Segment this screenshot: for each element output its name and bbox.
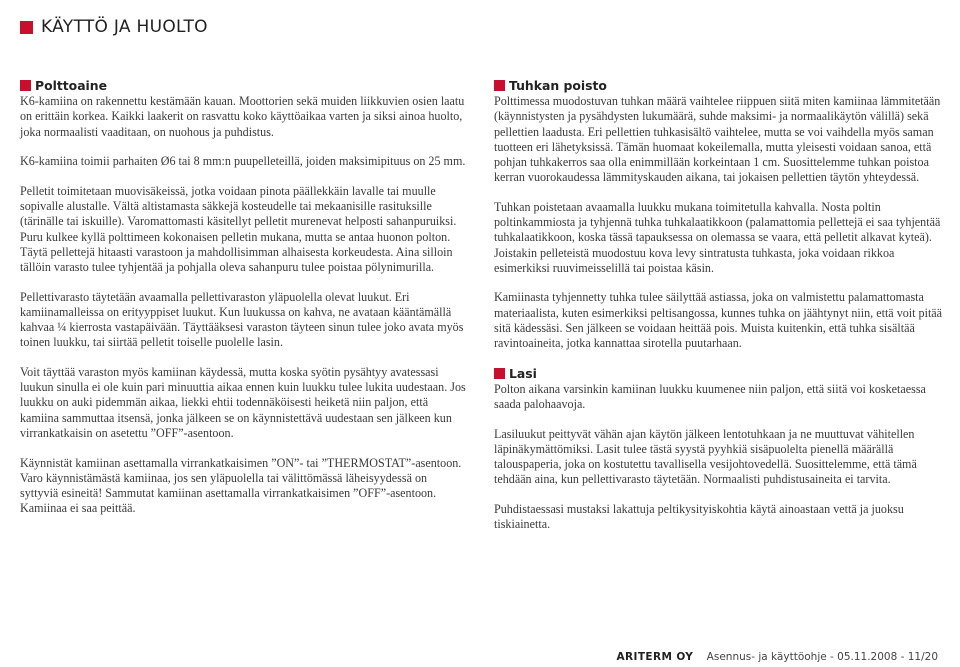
- section-title-tuhkan-poisto: Tuhkan poisto: [494, 78, 946, 93]
- page-title: KÄYTTÖ JA HUOLTO: [41, 17, 208, 37]
- paragraph: Polttimessa muodostuvan tuhkan määrä vaihtelee riippuen siitä miten kamiinaa lämmitetään (käynnistysten ja pysähdysten lukumäärä, suhde maksimi- ja normaalikäytön välillä) sekä pellettien laadusta. Eri pellettien tuhkasisältö vaihtelee, mutta se voi vaihdella myös saman tuotteen eri lähetyksissä. Tämän huomaat kokeilemalla, mutta yleisesti voidaan sanoa, että pohjan tuhkakerros saa olla enimmillään korkeintaan 1 cm. Suosittelemme tuhkan poistoa kerran vuorokaudessa lämmityskauden aikana, tai jokaisen pellettien täytön yhteydessä.: [494, 94, 941, 185]
- paragraph: Tuhkan poistetaan avaamalla luukku mukana toimitetulla kahvalla. Nosta poltin poltinkammiosta ja tyhjennä tuhka tuhkalaatikkoon (palamattomia pellettejä ei saa tyhjentää tuhkalaatikkoon, koska tässä tapauksessa on olemassa se vaara, että pelletit alkavat kyteä). Joistakin pelleteistä muodostuu kova levy sintratusta tuhkasta, joka voidaan rikkoa esimerkiksi ruuvimeisselillä tai poistaa käsin.: [494, 199, 941, 275]
- bullet-square-icon: [494, 80, 505, 91]
- bullet-square-icon: [494, 368, 505, 379]
- page-footer: [617, 651, 938, 663]
- left-column: [20, 78, 468, 531]
- paragraph: Polton aikana varsinkin kamiinan luukku kuumenee niin paljon, että siitä voi kosketaessa saada palohaavoja.: [494, 381, 926, 412]
- paragraph: K6-kamiina toimii parhaiten Ø6 tai 8 mm:n puupelleteillä, joiden maksimipituus on 25 mm.: [20, 154, 466, 169]
- paragraph: Voit täyttää varaston myös kamiinan käydessä, mutta koska syötin pysähtyy avatessasi luukun sinulla ei ole kuin pari minuuttia aikaa ennen kuin luukku tulee lukita uudestaan. Jos luukku on auki pidemmän aikaa, liekki ehtii todennäköisesti heiketä niin paljon, että kamiina sammuttaa itsensä, jonka jälkeen se on käynnistettävä uudestaan sen jälkeen kun virrankatkaisin on asetettu ”OFF”-asentoon.: [20, 365, 466, 440]
- footer-brand: ARITERM OY: [616, 651, 694, 663]
- paragraph: Puhdistaessasi mustaksi lakattuja peltikysityiskohtia käytä ainoastaan vettä ja juoksu tiskiainetta.: [494, 502, 904, 532]
- section-title-lasi: Lasi: [494, 366, 946, 381]
- paragraph: K6-kamiina on rakennettu kestämään kauan. Moottorien sekä muiden liikkuvien osien laatu on erittäin korkea. Kaikki laakerit on rasvattu koko käyttöaikaa varten ja siksi ainoa huolto, joka normaalisti vaaditaan, on nuohous ja puhdistus.: [20, 94, 465, 139]
- paragraph: Käynnistät kamiinan asettamalla virrankatkaisimen ”ON”- tai ”THERMOSTAT”-asentoon. Varo käynnistämästä kamiinaa, jos sen yläpuolella tai välittömässä läheisyydessä on syttyviä esineitä! Sammutat kamiinan asettamalla virrankatkaisimen ”OFF”-asentoon. Kamiinaa ei saa peittää.: [20, 455, 462, 516]
- paragraph: Lasiluukut peittyvät vähän ajan käytön jälkeen lentotuhkaan ja ne muuttuvat vähitellen läpinäkymättömiksi. Lasit tulee tästä syystä pyyhkiä sisäpuolelta pienellä määrällä talouspaperia, joka on kostutettu tavallisella vesijohtovedellä. Suosittelemme, että tämä tehdään aina, kun pellettivarasto täytetään. Normaalisti puhdistusaineita ei tarvita.: [494, 426, 917, 487]
- paragraph: Pellettivarasto täytetään avaamalla pellettivaraston yläpuolella olevat luukut. Eri kamiinamalleissa on erityyppiset luukut. Kun luukussa on kahva, ne avataan kääntämällä kahvaa ¼ kierrosta vastapäivään. Täyttääksesi varaston täyteen sinun tulee joko avata myös toinen luukku, tai siirtää pelletit toiselle puolelle lasin.: [20, 289, 464, 350]
- header-square-icon: [20, 21, 33, 34]
- paragraph: Kamiinasta tyhjennetty tuhka tulee säilyttää astiassa, joka on valmistettu palamattomasta materiaalista, kuten esimerkiksi peltisangossa, kunnes tuhka on jäähtynyt niin, että voit pitää sitä kädessäsi. Sen jälkeen se voidaan heittää pois. Muista kuitenkin, että tuhka sisältää ravintoaineita, jotka kannattaa sirotella puutarhaan.: [494, 290, 943, 351]
- bullet-square-icon: [20, 80, 31, 91]
- page-header: [20, 17, 208, 37]
- footer-info: Asennus- ja käyttöohje - 05.11.2008 - 11/20: [706, 651, 938, 663]
- paragraph: Pelletit toimitetaan muovisäkeissä, jotka voidaan pinota päällekkäin lavalle tai muulle sopivalle alustalle. Vältä altistamasta säkkejä kosteudelle tai mekaanisille rasituksille (tärinälle tai iskuille). Varomattomasti käsitellyt pelletit murenevat helposti sahanpuruiksi. Puru kulkee kyllä polttimeen kokonaisen pelletin mukana, mutta se antaa huonon polton. Täytä pellettejä hitaasti varastoon ja mahdollisimman alhaisesta korkeudesta. Aina silloin tällöin varasto tulee tyhjentää ja pohjalla oleva sahanpuru tulee poistaa pölynimurilla.: [20, 184, 457, 275]
- section-title-polttoaine: Polttoaine: [20, 78, 468, 93]
- right-column: [494, 78, 946, 547]
